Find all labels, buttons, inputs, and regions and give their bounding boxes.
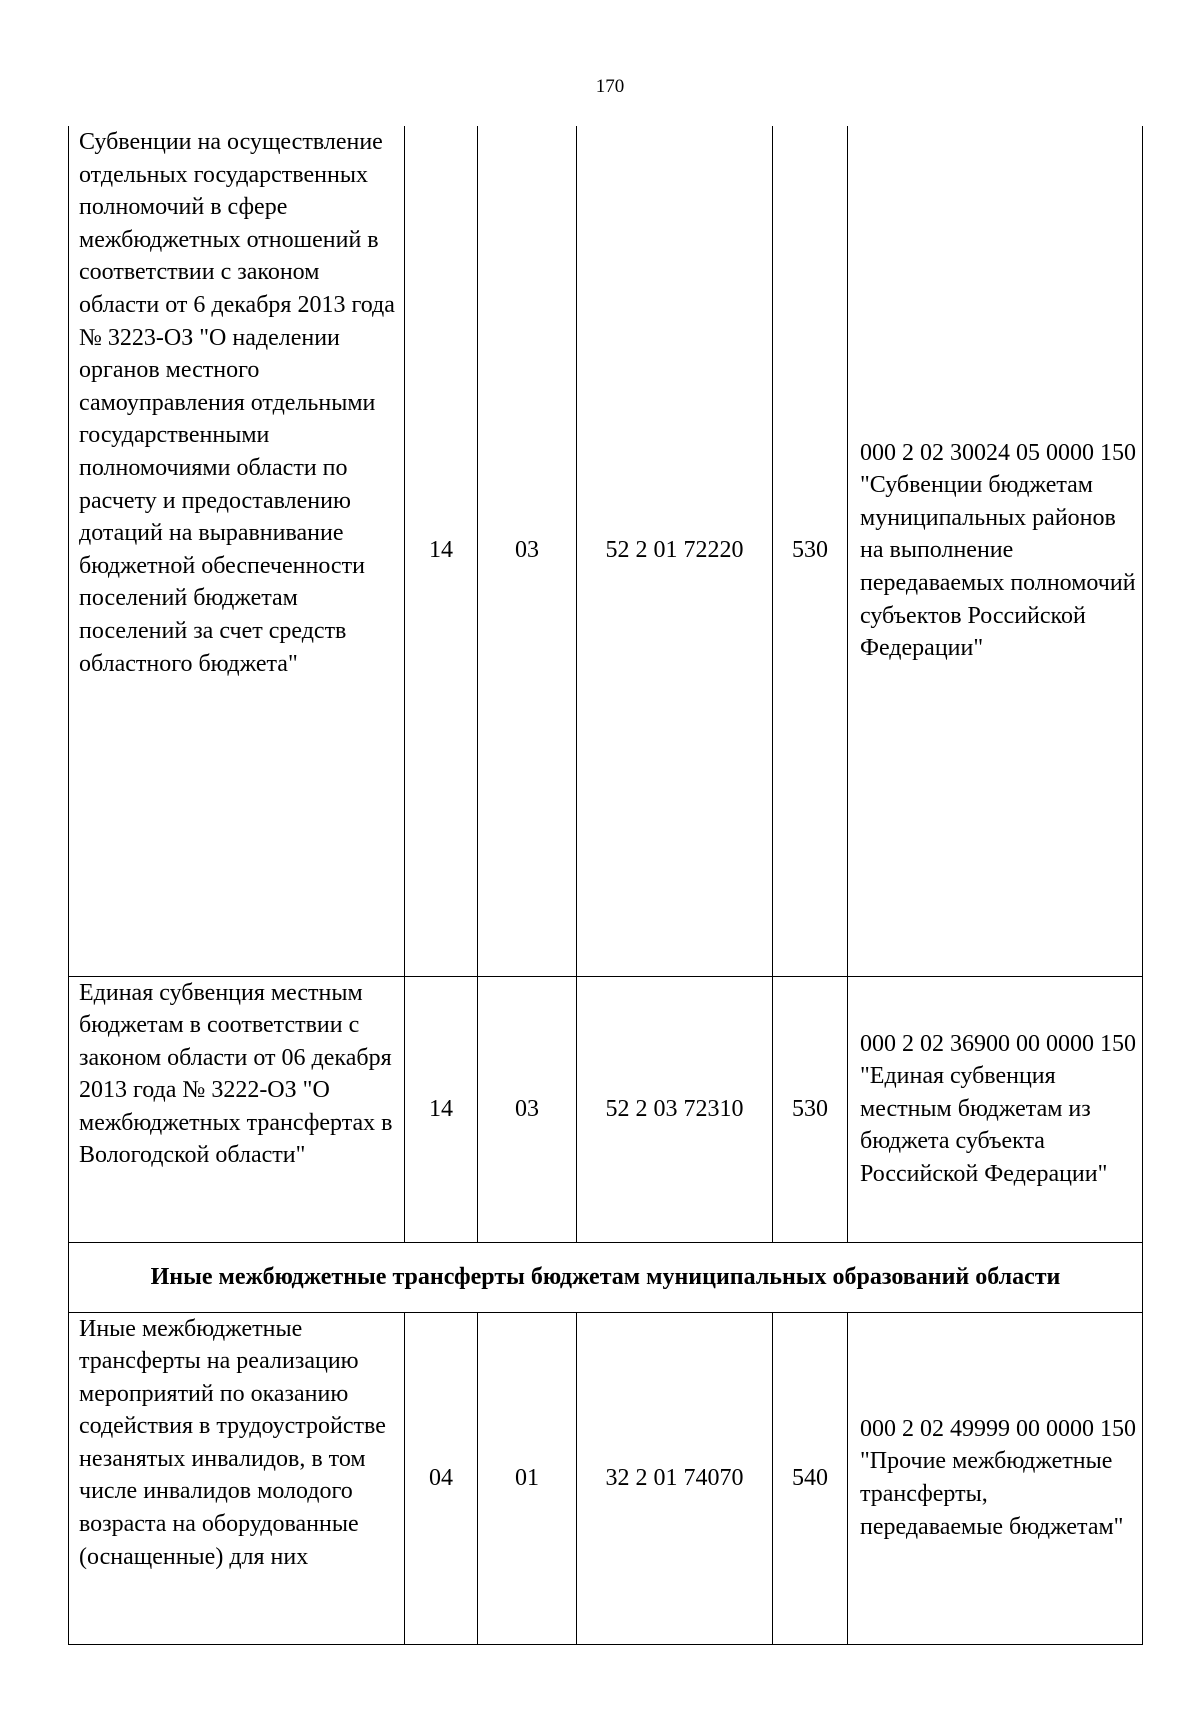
expense-type-code: 540	[773, 1312, 848, 1644]
row-description: Единая субвенция местным бюджетам в соответствии с законом области от 06 декабря 2013 года № 3222-ОЗ "О межбюджетных трансфертах в Вологодской области"	[69, 976, 405, 1242]
subsection-code: 03	[478, 976, 577, 1242]
table-row	[69, 126, 1143, 976]
section-heading-row	[69, 1242, 1143, 1312]
table-row	[69, 976, 1143, 1242]
expense-type-code: 530	[773, 976, 848, 1242]
page-number: 170	[595, 76, 625, 97]
section-code: 14	[405, 126, 478, 976]
section-heading: Иные межбюджетные трансферты бюджетам муниципальных образований области	[69, 1242, 1143, 1312]
target-article-code: 52 2 03 72310	[577, 976, 773, 1242]
revenue-classification-code: 000 2 02 30024 05 0000 150 "Субвенции бюджетам муниципальных районов на выполнение передаваемых полномочий субъектов Российской Федерации"	[848, 126, 1143, 976]
subsection-code: 01	[478, 1312, 577, 1644]
row-description: Субвенции на осуществление отдельных государственных полномочий в сфере межбюджетных отношений в соответствии с законом области от 6 декабря 2013 года № 3223-ОЗ "О наделении органов местного самоуправления отдельными государственными полномочиями области по расчету и предоставлению дотаций на выравнивание бюджетной обеспеченности поселений бюджетам поселений за счет средств областного бюджета"	[69, 126, 405, 976]
target-article-code: 32 2 01 74070	[577, 1312, 773, 1644]
section-code: 04	[405, 1312, 478, 1644]
table-row	[69, 1312, 1143, 1644]
revenue-classification-code: 000 2 02 49999 00 0000 150 "Прочие межбюджетные трансферты, передаваемые бюджетам"	[848, 1312, 1143, 1644]
subsection-code: 03	[478, 126, 577, 976]
revenue-classification-code: 000 2 02 36900 00 0000 150 "Единая субвенция местным бюджетам из бюджета субъекта Российской Федерации"	[848, 976, 1143, 1242]
expense-type-code: 530	[773, 126, 848, 976]
row-description: Иные межбюджетные трансферты на реализацию мероприятий по оказанию содействия в трудоустройстве незанятых инвалидов, в том числе инвалидов молодого возраста на оборудованные (оснащенные) для них	[69, 1312, 405, 1644]
budget-table	[68, 126, 1143, 1645]
section-code: 14	[405, 976, 478, 1242]
target-article-code: 52 2 01 72220	[577, 126, 773, 976]
